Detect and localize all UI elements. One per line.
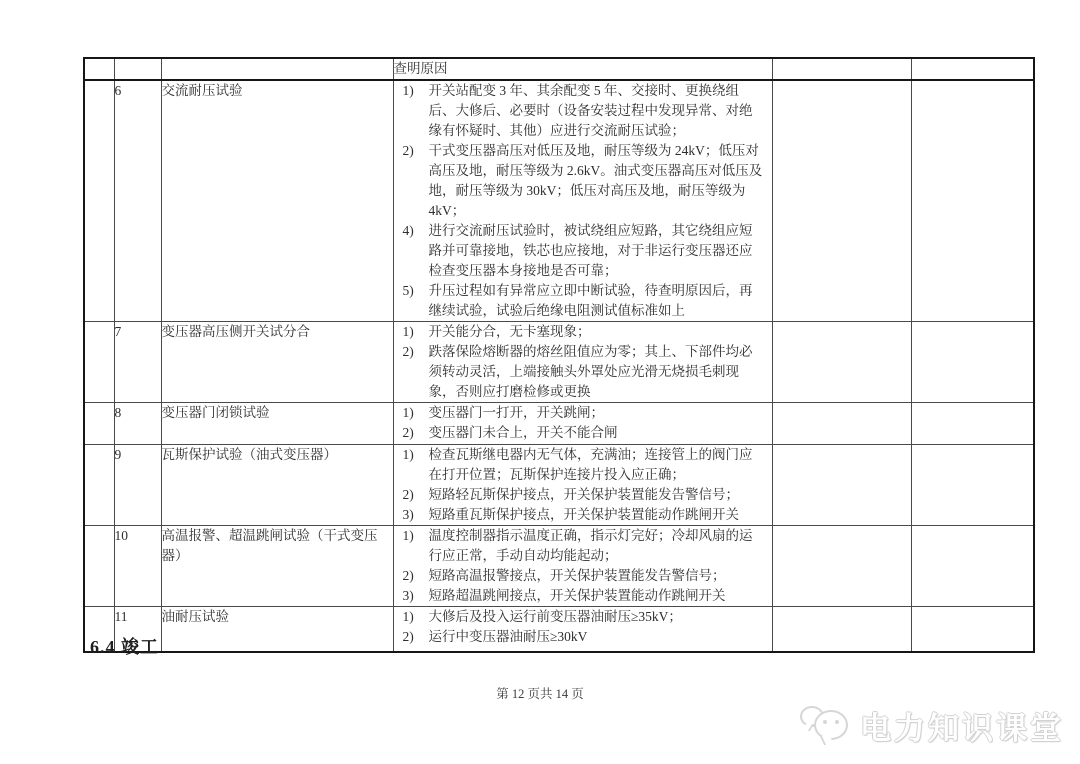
test-name-cell: 油耐压试验 (161, 607, 393, 652)
empty-cell (911, 58, 1034, 80)
empty-cell (772, 403, 911, 445)
item-text: 检查瓦斯继电器内无气体，充满油；连接管上的阀门应在打开位置；瓦斯保护连接片投入应正确； (428, 447, 753, 482)
item-text: 干式变压器高压对低压及地，耐压等级为 24kV；低压对高压及地，耐压等级为 2.6kV。油式变压器高压对低压及地，耐压等级为 30kV；低压对高压及地，耐压等级为 4kV； (428, 143, 763, 218)
margin-cell (84, 58, 114, 80)
requirement-item (394, 423, 772, 443)
requirement-item (394, 485, 772, 505)
margin-cell (84, 322, 114, 403)
item-number: 3) (402, 507, 414, 522)
requirement-item (394, 322, 772, 342)
margin-cell (84, 445, 114, 526)
item-number: 1) (402, 324, 414, 339)
table-row (84, 445, 1034, 526)
item-number: 2) (402, 568, 414, 583)
item-text: 温度控制器指示温度正确，指示灯完好；冷却风扇的运行应正常，手动自动均能起动； (428, 528, 753, 563)
row-number-cell: 8 (114, 403, 161, 445)
requirement-item (394, 445, 772, 485)
table-row (84, 526, 1034, 607)
empty-cell (772, 607, 911, 652)
section-heading: 6.4 竣工 (90, 637, 159, 657)
item-number: 3) (402, 588, 414, 603)
item-number: 1) (402, 83, 414, 98)
table-row (84, 322, 1034, 403)
empty-cell (911, 80, 1034, 322)
item-number: 1) (402, 528, 414, 543)
table-row (84, 80, 1034, 322)
item-text: 短路超温跳闸接点，开关保护装置能动作跳闸开关 (428, 588, 726, 603)
empty-cell (911, 322, 1034, 403)
item-text: 变压器门一打开，开关跳闸； (428, 405, 604, 420)
test-name-cell: 变压器门闭锁试验 (161, 403, 393, 445)
test-table-body (84, 58, 1034, 652)
requirements-cell (393, 322, 772, 403)
empty-cell (772, 445, 911, 526)
requirements-cell (393, 445, 772, 526)
row-number-cell: 9 (114, 445, 161, 526)
requirements-cell (393, 403, 772, 445)
requirement-item (394, 221, 772, 281)
item-number: 1) (402, 609, 414, 624)
requirement-item (394, 627, 772, 647)
requirements-cell (393, 80, 772, 322)
requirement-item (394, 566, 772, 586)
wechat-bubbles-icon (800, 702, 852, 748)
empty-cell (772, 58, 911, 80)
row-number-cell: 11 (114, 607, 161, 652)
item-number: 2) (402, 425, 414, 440)
item-text: 进行交流耐压试验时，被试绕组应短路，其它绕组应短路并可靠接地，铁芯也应接地，对于非运行变压器还应检查变压器本身接地是否可靠； (428, 223, 753, 278)
empty-cell (772, 322, 911, 403)
row-number-cell: 7 (114, 322, 161, 403)
requirements-cell (393, 607, 772, 652)
empty-cell (772, 80, 911, 322)
row-number-cell: 10 (114, 526, 161, 607)
table-row-carryover (84, 58, 1034, 80)
empty-cell (911, 403, 1034, 445)
test-name-cell: 高温报警、超温跳闸试验（干式变压器） (161, 526, 393, 607)
table-row (84, 607, 1034, 652)
empty-cell (911, 445, 1034, 526)
item-number: 2) (402, 629, 414, 644)
requirements-cell (393, 526, 772, 607)
item-number: 1) (402, 405, 414, 420)
carryover-text: 查明原因 (393, 58, 772, 80)
item-number: 2) (402, 344, 414, 359)
empty-cell (911, 607, 1034, 652)
margin-cell (84, 526, 114, 607)
test-name-cell: 变压器高压侧开关试分合 (161, 322, 393, 403)
empty-cell (772, 526, 911, 607)
margin-cell (84, 80, 114, 322)
item-text: 运行中变压器油耐压≥30kV (428, 629, 588, 644)
requirement-item (394, 141, 772, 221)
margin-cell (84, 403, 114, 445)
row-number-cell (114, 58, 161, 80)
item-number: 1) (402, 447, 414, 462)
item-number: 4) (402, 223, 414, 238)
requirement-item (394, 281, 772, 321)
requirement-item (394, 403, 772, 423)
empty-cell (911, 526, 1034, 607)
watermark-text: 电力知识课堂 (860, 710, 1064, 746)
item-text: 开关站配变 3 年、其余配变 5 年、交接时、更换绕组后、大修后、必要时（设备安装过程中发现异常、对绝缘有怀疑时、其他）应进行交流耐压试验； (428, 83, 753, 138)
item-text: 短路重瓦斯保护接点，开关保护装置能动作跳闸开关 (428, 507, 739, 522)
requirement-item (394, 81, 772, 141)
requirement-item (394, 342, 772, 402)
requirement-item (394, 526, 772, 566)
row-number-cell: 6 (114, 80, 161, 322)
item-text: 升压过程如有异常应立即中断试验，待查明原因后，再继续试验，试验后绝缘电阻测试值标准如上 (428, 283, 753, 318)
item-text: 跌落保险熔断器的熔丝阻值应为零；其上、下部件均必须转动灵活，上端接触头外罩处应光滑无烧损毛刺现象，否则应打磨检修或更换 (428, 344, 753, 399)
item-text: 短路高温报警接点，开关保护装置能发告警信号； (428, 568, 726, 583)
test-requirements-table (83, 57, 1035, 653)
page-number-footer: 第 12 页共 14 页 (496, 687, 584, 701)
table-row (84, 403, 1034, 445)
requirement-item (394, 607, 772, 627)
item-number: 2) (402, 143, 414, 158)
item-number: 2) (402, 487, 414, 502)
item-text: 变压器门未合上，开关不能合闸 (428, 425, 618, 440)
item-text: 大修后及投入运行前变压器油耐压≥35kV； (428, 609, 682, 624)
item-text: 开关能分合，无卡塞现象； (428, 324, 591, 339)
watermark-logo (800, 702, 1064, 748)
test-name-cell: 瓦斯保护试验（油式变压器） (161, 445, 393, 526)
test-name-cell (161, 58, 393, 80)
requirement-item (394, 586, 772, 606)
item-number: 5) (402, 283, 414, 298)
test-name-cell: 交流耐压试验 (161, 80, 393, 322)
requirement-item (394, 505, 772, 525)
item-text: 短路轻瓦斯保护接点，开关保护装置能发告警信号； (428, 487, 739, 502)
